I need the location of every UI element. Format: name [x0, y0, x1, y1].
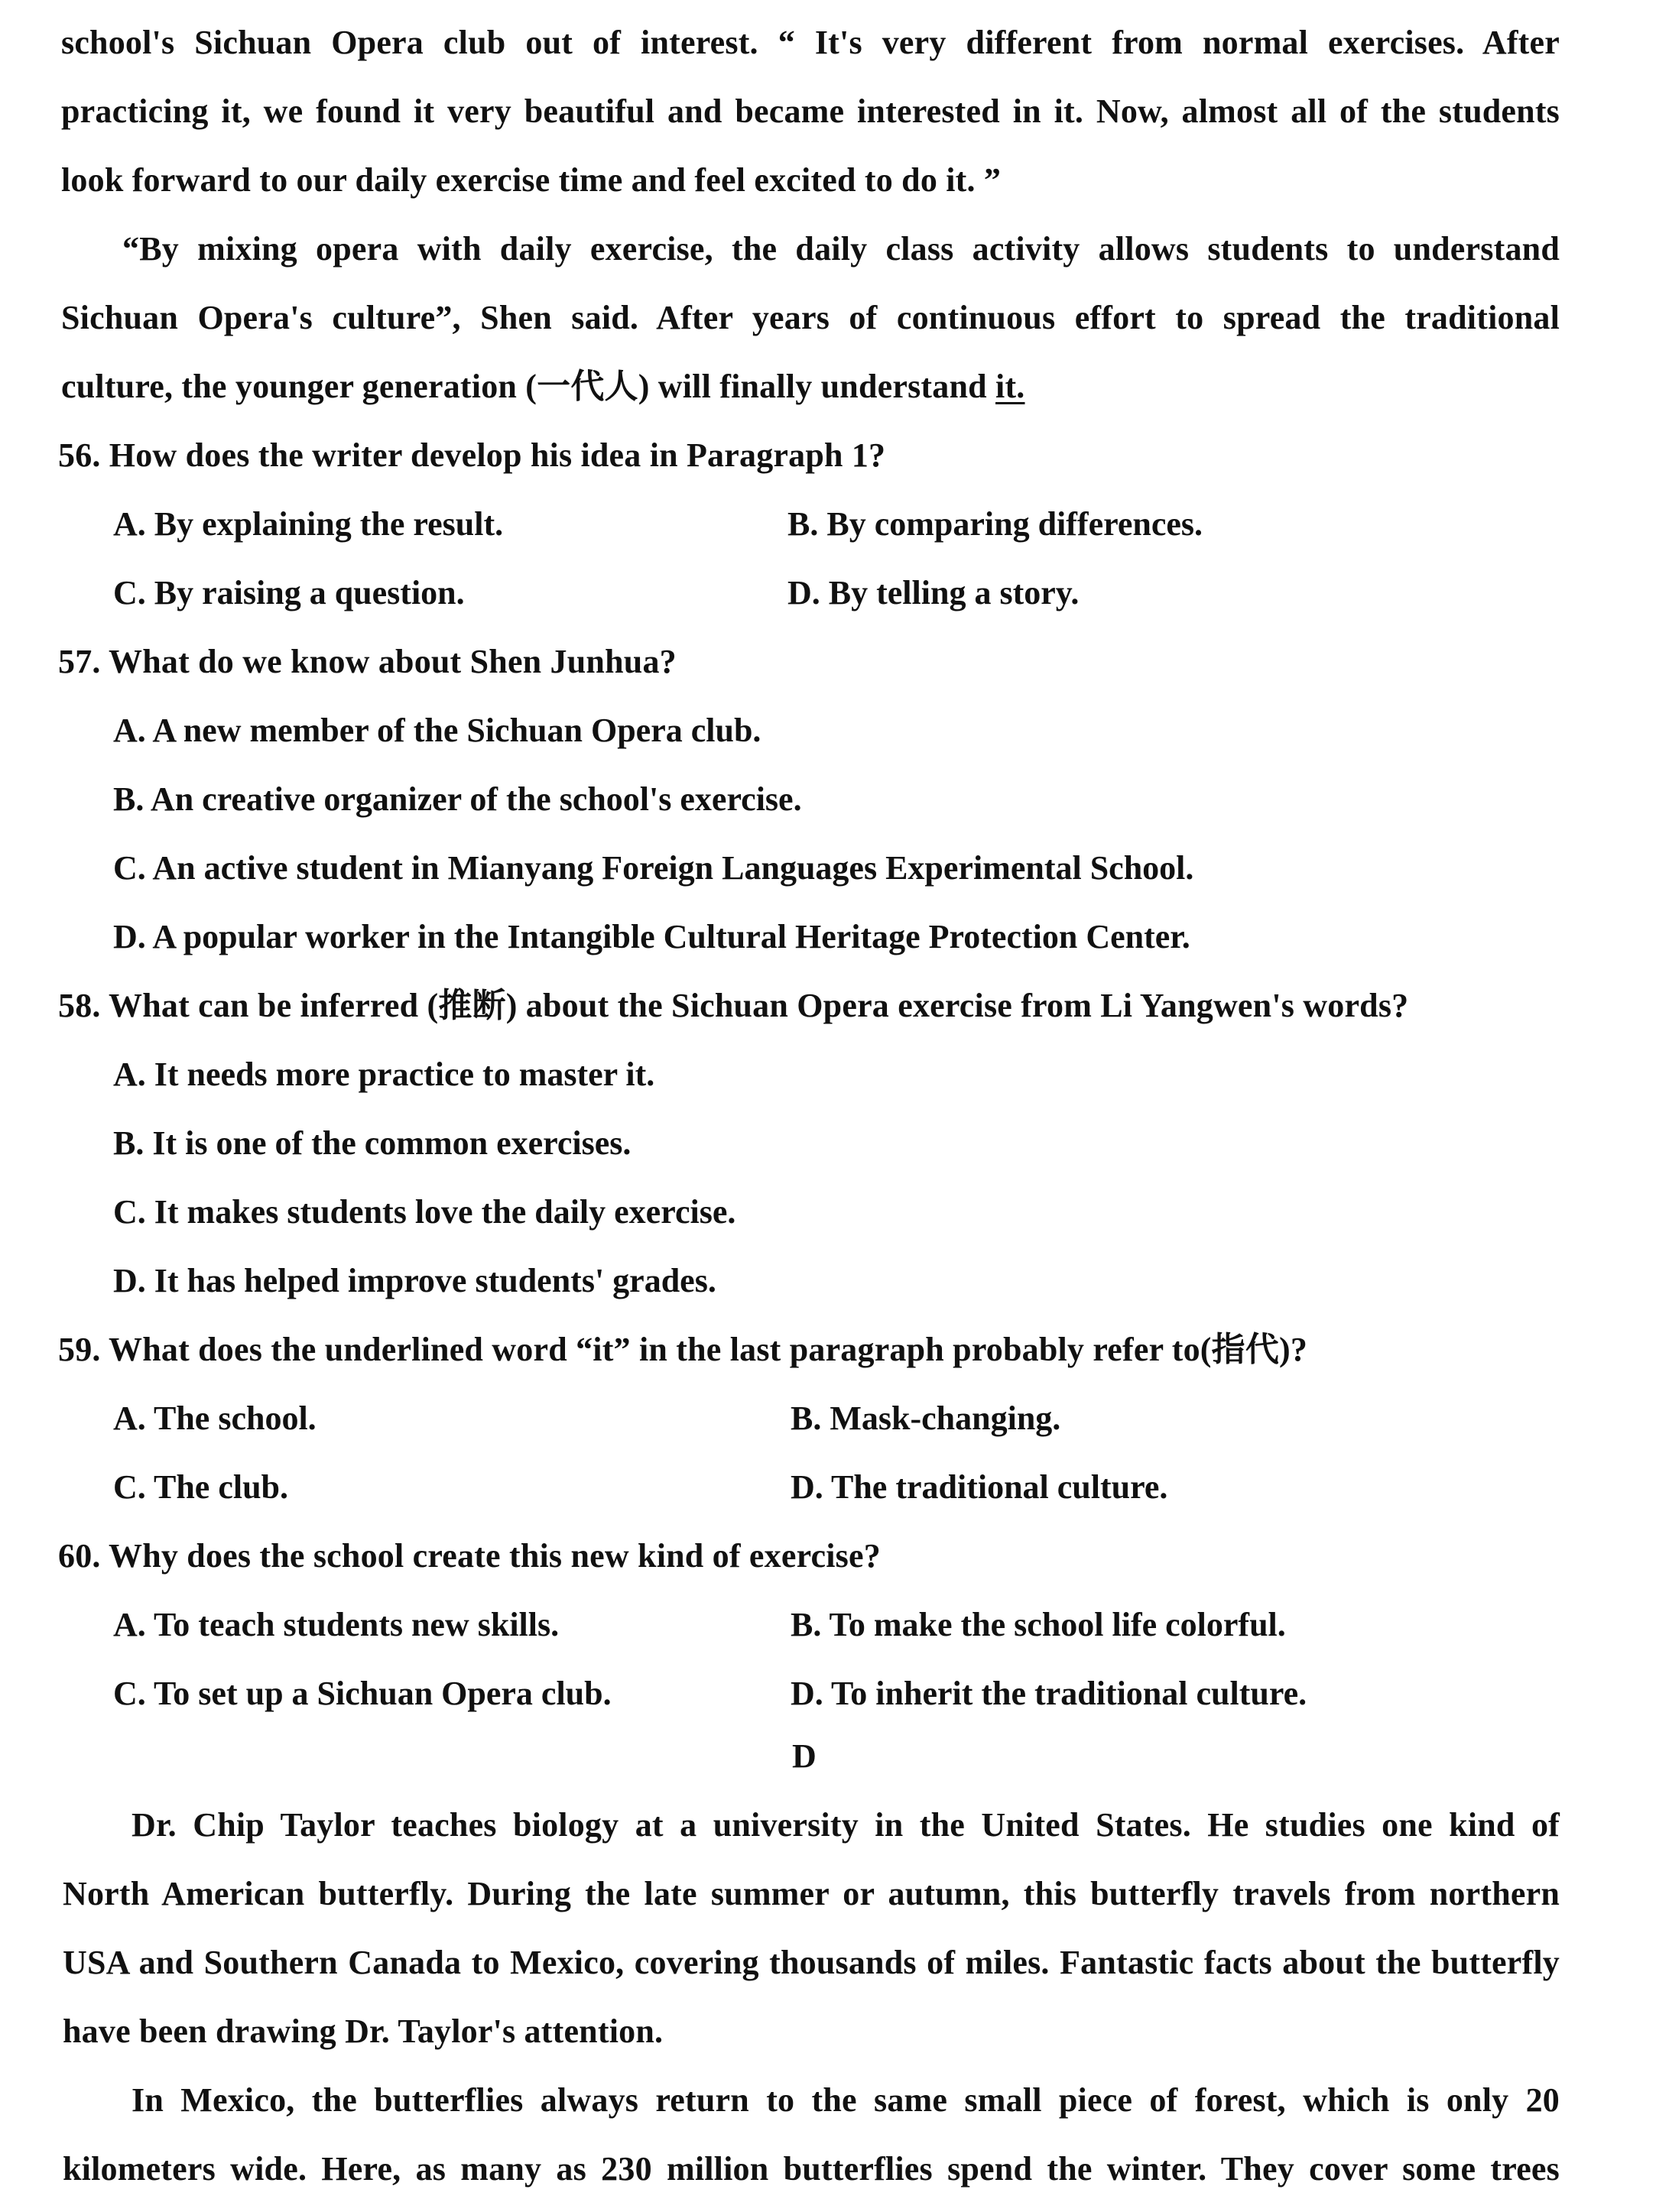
passage-d-line-3: USA and Southern Canada to Mexico, covering thousands of miles. Fantastic facts about the butterfly: [63, 1944, 1560, 1981]
question-56-option-c: C. By raising a question.: [113, 574, 465, 611]
passage-c-line-6: [61, 365, 1025, 408]
underlined-word-it: it.: [995, 368, 1025, 405]
question-56-option-d: D. By telling a story.: [787, 574, 1080, 611]
question-56-option-b: B. By comparing differences.: [787, 505, 1203, 543]
passage-c-line-2: practicing it, we found it very beautiful and became interested in it. Now, almost all of the students: [61, 92, 1560, 130]
question-59-option-c: C. The club.: [113, 1468, 289, 1506]
passage-d-line-5: In Mexico, the butterflies always return to the same small piece of forest, which is only 20: [132, 2081, 1560, 2119]
question-60-option-b: B. To make the school life colorful.: [791, 1606, 1286, 1643]
question-59-option-a: A. The school.: [113, 1400, 317, 1437]
line-6-text: culture, the younger generation (一代人) will finally understand: [61, 368, 996, 405]
section-d-heading: D: [792, 1737, 817, 1775]
question-57-stem: 57. What do we know about Shen Junhua?: [58, 643, 677, 680]
question-57-option-a: A. A new member of the Sichuan Opera club.: [113, 712, 761, 749]
question-56-stem: 56. How does the writer develop his idea in Paragraph 1?: [58, 436, 886, 474]
passage-d-line-4: have been drawing Dr. Taylor's attention.: [63, 2013, 664, 2050]
question-58-option-d: D. It has helped improve students' grades.: [113, 1262, 716, 1299]
question-57-option-b: B. An creative organizer of the school's exercise.: [113, 780, 802, 818]
question-58-option-c: C. It makes students love the daily exercise.: [113, 1193, 736, 1231]
question-60-option-a: A. To teach students new skills.: [113, 1606, 560, 1643]
question-59-option-d: D. The traditional culture.: [791, 1468, 1168, 1506]
passage-c-line-5: Sichuan Opera's culture”, Shen said. After years of continuous effort to spread the traditional: [61, 299, 1560, 336]
question-58-option-b: B. It is one of the common exercises.: [113, 1124, 632, 1162]
passage-c-line-4: “By mixing opera with daily exercise, the daily class activity allows students to understand: [122, 230, 1560, 268]
question-58-option-a: A. It needs more practice to master it.: [113, 1056, 655, 1093]
passage-d-line-2: North American butterfly. During the late summer or autumn, this butterfly travels from northern: [63, 1875, 1560, 1912]
passage-d-line-6: kilometers wide. Here, as many as 230 million butterflies spend the winter. They cover some trees: [63, 2150, 1560, 2188]
passage-d-line-1: Dr. Chip Taylor teaches biology at a university in the United States. He studies one kind of: [132, 1806, 1560, 1844]
question-60-option-c: C. To set up a Sichuan Opera club.: [113, 1675, 612, 1712]
question-57-option-c: C. An active student in Mianyang Foreign Languages Experimental School.: [113, 849, 1194, 887]
question-59-stem: 59. What does the underlined word “it” in the last paragraph probably refer to(指代)?: [58, 1331, 1308, 1368]
question-60-option-d: D. To inherit the traditional culture.: [791, 1675, 1307, 1712]
passage-c-line-1: school's Sichuan Opera club out of interest. “ It's very different from normal exercises. After: [61, 24, 1560, 61]
question-59-option-b: B. Mask-changing.: [791, 1400, 1061, 1437]
question-57-option-d: D. A popular worker in the Intangible Cultural Heritage Protection Center.: [113, 918, 1190, 955]
question-60-stem: 60. Why does the school create this new kind of exercise?: [58, 1537, 881, 1575]
passage-c-line-3: look forward to our daily exercise time and feel excited to do it. ”: [61, 161, 1002, 199]
question-56-option-a: A. By explaining the result.: [113, 505, 504, 543]
question-58-stem: 58. What can be inferred (推断) about the Sichuan Opera exercise from Li Yangwen's words?: [58, 987, 1409, 1024]
